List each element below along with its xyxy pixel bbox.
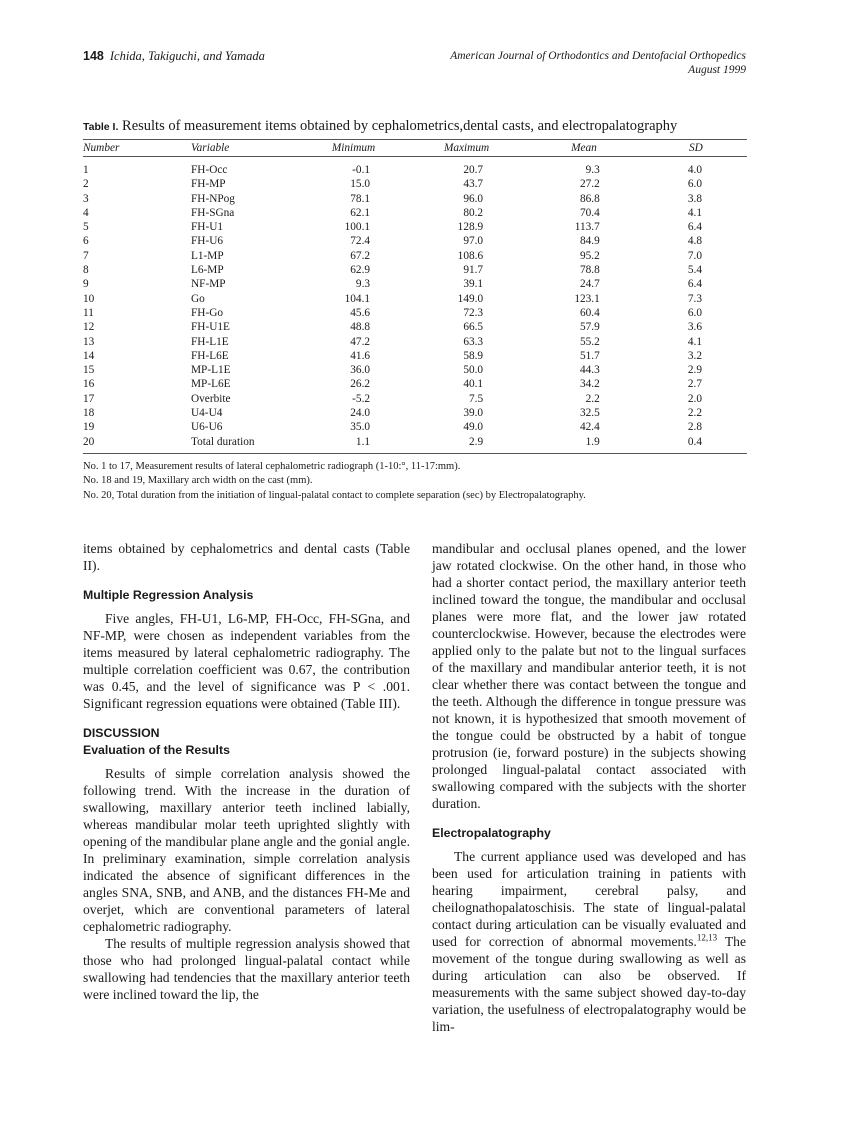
table-row xyxy=(83,406,747,420)
table-cell: 95.2 xyxy=(580,249,600,262)
running-header-left xyxy=(83,49,265,64)
table-row xyxy=(83,435,747,449)
table-cell: MP-L6E xyxy=(191,378,231,391)
table-cell: 3.6 xyxy=(687,321,702,334)
table-cell: 27.2 xyxy=(580,178,600,191)
paragraph: Five angles, FH-U1, L6-MP, FH-Occ, FH-SGna, and NF-MP, were chosen as independent variables from the items measured by lateral cephalometric radiography. The multiple correlation coefficient was 0.67, the contribution was 0.45, and the level of significance was P < .001. Significant regression equations were obtained (Table III). xyxy=(83,611,410,711)
table-cell: 2.9 xyxy=(687,364,702,377)
table-cell: 66.5 xyxy=(463,321,484,334)
table-1 xyxy=(83,118,747,503)
column-header: Number xyxy=(83,142,120,154)
table-cell: 5.4 xyxy=(687,264,702,277)
table-cell: 113.7 xyxy=(574,221,600,234)
table-cell: 57.9 xyxy=(580,321,600,334)
table-cell: 35.0 xyxy=(350,421,371,434)
table-cell: 0.4 xyxy=(687,435,702,448)
table-cell: 49.0 xyxy=(463,421,484,434)
table-row xyxy=(83,392,747,406)
section-heading: DISCUSSION xyxy=(83,726,160,740)
table-cell: 100.1 xyxy=(344,221,371,234)
table-cell: 55.2 xyxy=(580,335,600,348)
subsection-heading: Evaluation of the Results xyxy=(83,743,230,757)
issue-date: August 1999 xyxy=(688,64,746,76)
table-row xyxy=(83,157,747,178)
paragraph: mandibular and occlusal planes opened, and the lower jaw rotated clockwise. On the other hand, in those who had a shorter contact period, the maxillary anterior teeth inclined toward the tongue, the mandibular and occlusal planes were more flat, and the lower jaw rotated counterclockwise. However, because the electrodes were applied only to the palate but not to the lingual surfaces of the maxillary and mandibular anterior teeth, it is not clear whether there was contact between the tongue and the teeth. Although the difference in tongue pressure was not known, it is hypothesized that smooth movement of the tongue could be obstructed by a habit of tongue protrusion (ie, forward posture) in the subjects showing prolonged lingual-palatal contact associated with swallowing compared with the subjects with the shorter duration. xyxy=(432,541,746,811)
table-cell: 58.9 xyxy=(463,349,484,362)
table-cell: 13 xyxy=(83,335,95,348)
table-cell: 149.0 xyxy=(457,292,484,305)
table-cell: 11 xyxy=(83,306,94,319)
table-row xyxy=(83,306,747,320)
table-cell: 45.6 xyxy=(350,306,371,319)
table-row xyxy=(83,263,747,277)
table-cell: 97.0 xyxy=(463,235,484,248)
table-row xyxy=(83,220,747,234)
table-cell: 2.0 xyxy=(687,392,702,405)
table-cell: 104.1 xyxy=(344,292,371,305)
table-cell: 3.2 xyxy=(687,349,702,362)
table-cell: L1-MP xyxy=(191,249,224,262)
table-cell: 62.1 xyxy=(350,206,371,219)
table-cell: -5.2 xyxy=(352,392,371,405)
table-row xyxy=(83,420,747,434)
table-cell: Go xyxy=(191,292,205,305)
table-cell: 1.9 xyxy=(585,435,600,448)
table-cell: 6.4 xyxy=(687,278,702,291)
paragraph: The results of multiple regression analysis showed that those who had prolonged lingual-palatal contact while swallowing had tendencies that the maxillary anterior teeth were inclined toward the lip, the xyxy=(83,936,410,1002)
column-header: Mean xyxy=(571,142,597,154)
table-row xyxy=(83,177,747,191)
table-cell: 60.4 xyxy=(580,306,600,319)
table-cell: 84.9 xyxy=(580,235,600,248)
page-number: 148 xyxy=(83,49,104,63)
column-header: Variable xyxy=(191,142,230,154)
table-cell: 12 xyxy=(83,321,95,334)
table-cell: FH-U1 xyxy=(191,221,224,234)
table-cell: 2.2 xyxy=(687,407,702,420)
table-cell: 63.3 xyxy=(463,335,484,348)
table-cell: 1.1 xyxy=(355,435,371,448)
table-cell: 2 xyxy=(83,178,89,191)
table-cell: L6-MP xyxy=(191,264,224,277)
table-note: No. 20, Total duration from the initiation of lingual-palatal contact to complete separation (sec) by Electropalatography. xyxy=(83,489,586,501)
paragraph: items obtained by cephalometrics and dental casts (Table II). xyxy=(83,541,410,573)
table-cell: 4.8 xyxy=(687,235,702,248)
table-cell: 5 xyxy=(83,221,89,234)
table-cell: Total duration xyxy=(191,435,255,448)
table-cell: 78.8 xyxy=(580,264,600,277)
results-table xyxy=(83,140,747,449)
table-cell: 36.0 xyxy=(350,364,371,377)
table-row xyxy=(83,377,747,391)
table-cell: 72.4 xyxy=(350,235,371,248)
table-cell: U4-U4 xyxy=(191,407,223,420)
section-heading: Multiple Regression Analysis xyxy=(83,588,254,602)
table-cell: 6 xyxy=(83,235,89,248)
table-cell: 62.9 xyxy=(350,264,371,277)
table-cell: 7.5 xyxy=(468,392,484,405)
table-cell: FH-L6E xyxy=(191,349,229,362)
table-cell: 9 xyxy=(83,278,89,291)
table-cell: 4.0 xyxy=(687,164,702,176)
table-cell: 6.0 xyxy=(687,178,702,191)
table-cell: 6.0 xyxy=(687,306,702,319)
table-cell: 2.9 xyxy=(468,435,484,448)
table-cell: 16 xyxy=(83,378,95,391)
table-row xyxy=(83,192,747,206)
table-cell: 10 xyxy=(83,292,95,305)
section-heading: Electropalatography xyxy=(432,826,551,840)
table-cell: 86.8 xyxy=(580,192,600,205)
table-cell: 128.9 xyxy=(457,221,484,234)
table-row xyxy=(83,277,747,291)
table-cell: 108.6 xyxy=(457,249,484,262)
table-row xyxy=(83,363,747,377)
table-cell: FH-Go xyxy=(191,306,224,319)
table-cell: 80.2 xyxy=(463,206,484,219)
table-cell: 44.3 xyxy=(580,364,600,377)
table-cell: 1 xyxy=(83,164,89,176)
table-row xyxy=(83,349,747,363)
table-notes xyxy=(83,460,747,504)
table-cell: 15.0 xyxy=(350,178,371,191)
table-note: No. 1 to 17, Measurement results of lateral cephalometric radiograph (1-10:°, 11-17:mm). xyxy=(83,460,461,472)
table-cell: 4.1 xyxy=(687,206,702,219)
table-cell: 34.2 xyxy=(580,378,600,391)
table-cell: 40.1 xyxy=(463,378,484,391)
table-cell: -0.1 xyxy=(352,164,371,176)
table-row xyxy=(83,206,747,220)
table-cell: 47.2 xyxy=(350,335,371,348)
table-cell: 2.7 xyxy=(687,378,702,391)
table-caption: Table I. Results of measurement items obtained by cephalometrics,dental casts, and electropalatography xyxy=(83,118,678,134)
table-cell: 72.3 xyxy=(463,306,484,319)
table-cell: FH-NPog xyxy=(191,192,235,205)
table-cell: 15 xyxy=(83,364,95,377)
table-cell: 51.7 xyxy=(580,349,600,362)
paragraph: The current appliance used was developed and has been used for articulation training in patients with hearing impairment, cerebral palsy, and cheilognathopalatoschisis. The state of lingual-palatal contact during articulation can be visually evaluated and used for correction of abnormal movements.$^{12,13}$ The movement of the tongue during swallowing as well as during articulation can also be observed. If measurements with the same subject showed day-to-day variation, the usefulness of electropalatography would be lim- xyxy=(432,849,746,1034)
right-column xyxy=(432,540,746,1035)
table-cell: 91.7 xyxy=(463,264,484,277)
table-cell: 14 xyxy=(83,349,95,362)
table-cell: 19 xyxy=(83,421,95,434)
table-cell: 2.8 xyxy=(687,421,702,434)
paragraph: Results of simple correlation analysis showed the following trend. With the increase in the duration of swallowing, maxillary anterior teeth inclined labially, whereas mandibular molar teeth uprighted slightly with opening of the mandibular plane angle and the gonial angle. In preliminary examination, simple correlation analysis indicated the absence of significant differences in the angles SNA, SNB, and ANB, and the distances FH-Me and overjet, which are conventional parameters of lateral cephalometric radiography. xyxy=(83,766,410,934)
authors: Ichida, Takiguchi, and Yamada xyxy=(109,49,265,63)
table-cell: 32.5 xyxy=(580,407,600,420)
table-cell: FH-U6 xyxy=(191,235,224,248)
table-cell: FH-U1E xyxy=(191,321,230,334)
table-cell: 9.3 xyxy=(585,164,600,176)
table-row xyxy=(83,292,747,306)
table-cell: 18 xyxy=(83,407,95,420)
table-cell: 50.0 xyxy=(463,364,484,377)
reference-citation[interactable]: 12,13 xyxy=(696,932,718,943)
table-cell: MP-L1E xyxy=(191,364,231,377)
table-cell: 7.3 xyxy=(687,292,702,305)
table-cell: 7.0 xyxy=(687,249,702,262)
table-row xyxy=(83,335,747,349)
table-row xyxy=(83,320,747,334)
table-cell: 6.4 xyxy=(687,221,702,234)
table-cell: FH-Occ xyxy=(191,164,228,176)
table-cell: 3.8 xyxy=(687,192,702,205)
table-cell: 39.1 xyxy=(463,278,484,291)
table-cell: 2.2 xyxy=(585,392,600,405)
table-cell: 17 xyxy=(83,392,95,405)
journal-name: American Journal of Orthodontics and Dentofacial Orthopedics xyxy=(450,50,746,62)
table-cell: 4.1 xyxy=(687,335,702,348)
table-cell: 67.2 xyxy=(350,249,371,262)
table-cell: 20 xyxy=(83,435,95,448)
table-cell: 3 xyxy=(83,192,89,205)
table-cell: FH-L1E xyxy=(191,335,229,348)
table-cell: 78.1 xyxy=(350,192,371,205)
column-header: Maximum xyxy=(443,142,490,154)
table-row xyxy=(83,234,747,248)
table-cell: 96.0 xyxy=(463,192,484,205)
table-cell: FH-SGna xyxy=(191,206,235,219)
table-cell: 9.3 xyxy=(355,278,371,291)
table-cell: 39.0 xyxy=(463,407,484,420)
left-column xyxy=(83,540,410,1003)
column-header: Minimum xyxy=(331,142,376,154)
table-cell: 42.4 xyxy=(580,421,600,434)
table-cell: Overbite xyxy=(191,392,231,405)
table-cell: U6-U6 xyxy=(191,421,223,434)
table-cell: 4 xyxy=(83,206,89,219)
table-cell: FH-MP xyxy=(191,178,226,191)
table-row xyxy=(83,249,747,263)
table-cell: NF-MP xyxy=(191,278,226,291)
table-cell: 41.6 xyxy=(350,349,371,362)
running-header-right xyxy=(450,49,746,77)
table-cell: 20.7 xyxy=(463,164,484,176)
table-cell: 26.2 xyxy=(350,378,371,391)
table-cell: 24.7 xyxy=(580,278,600,291)
column-header: SD xyxy=(688,142,703,154)
table-cell: 48.8 xyxy=(350,321,371,334)
table-cell: 70.4 xyxy=(580,206,600,219)
table-cell: 24.0 xyxy=(350,407,371,420)
table-cell: 7 xyxy=(83,249,89,262)
table-note: No. 18 and 19, Maxillary arch width on the cast (mm). xyxy=(83,475,313,487)
table-cell: 43.7 xyxy=(463,178,484,191)
table-cell: 8 xyxy=(83,264,89,277)
table-cell: 123.1 xyxy=(574,292,600,305)
